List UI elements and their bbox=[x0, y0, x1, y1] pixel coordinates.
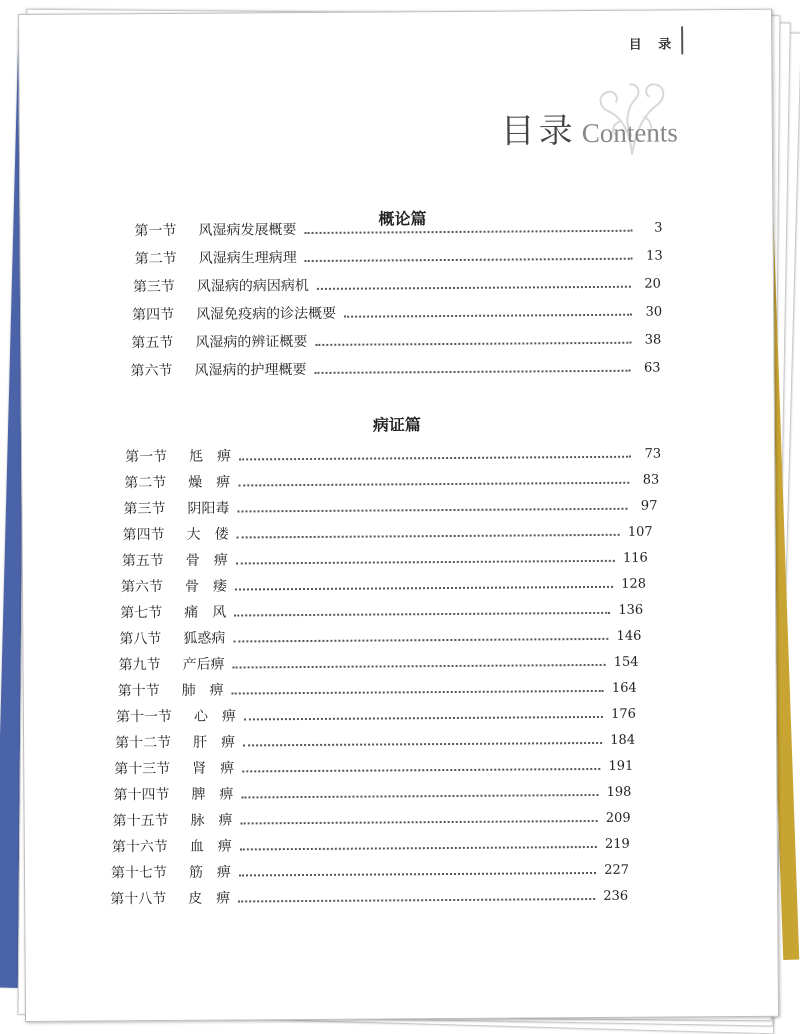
dot-leader bbox=[317, 285, 631, 290]
entry-number: 第十三节 bbox=[114, 760, 171, 778]
entry-number: 第十节 bbox=[117, 683, 160, 700]
dot-leader bbox=[240, 845, 597, 850]
entry-page: 13 bbox=[646, 248, 663, 264]
entry-page: 38 bbox=[644, 332, 662, 348]
entry-title: 阴阳毒 bbox=[187, 500, 230, 517]
entry-page: 136 bbox=[618, 602, 644, 618]
toc-entry[interactable] bbox=[113, 807, 631, 831]
dot-leader bbox=[239, 871, 596, 876]
entry-title: 风湿免疫病的诊法概要 bbox=[196, 305, 337, 323]
entry-title: 风湿病发展概要 bbox=[198, 222, 297, 239]
toc-entry[interactable] bbox=[133, 273, 661, 297]
dot-leader bbox=[237, 507, 627, 513]
entry-page: 63 bbox=[643, 360, 661, 376]
entry-title: 狐惑病 bbox=[183, 630, 226, 647]
page-title bbox=[501, 102, 678, 152]
entry-page: 128 bbox=[621, 576, 647, 592]
dot-leader bbox=[236, 559, 615, 565]
entry-title: 风湿病生理病理 bbox=[198, 250, 297, 267]
entry-number: 第五节 bbox=[121, 552, 164, 570]
entry-title: 燥 痹 bbox=[188, 474, 231, 491]
toc-entry[interactable] bbox=[124, 469, 659, 493]
entry-number: 第十一节 bbox=[115, 708, 172, 726]
entry-number: 第七节 bbox=[120, 605, 163, 622]
entry-title: 心 痹 bbox=[193, 708, 236, 725]
entry-page: 227 bbox=[604, 862, 630, 878]
entry-page: 219 bbox=[604, 836, 630, 852]
entry-number: 第一节 bbox=[134, 222, 177, 240]
toc-entry[interactable] bbox=[119, 625, 641, 649]
entry-page: 83 bbox=[642, 472, 660, 488]
entry-number: 第三节 bbox=[123, 500, 166, 518]
entry-number: 第十二节 bbox=[115, 734, 172, 752]
entry-page: 146 bbox=[616, 628, 642, 644]
title-english: Contents bbox=[581, 117, 678, 149]
entry-page: 3 bbox=[654, 220, 663, 236]
toc-entry[interactable] bbox=[116, 703, 636, 727]
entry-number: 第十七节 bbox=[110, 864, 168, 882]
dot-leader bbox=[233, 637, 608, 643]
entry-page: 198 bbox=[606, 784, 632, 800]
entry-page: 236 bbox=[603, 888, 629, 904]
toc-entry[interactable] bbox=[110, 885, 628, 909]
entry-page: 164 bbox=[611, 680, 637, 696]
entry-number: 第五节 bbox=[131, 334, 174, 352]
toc-entry[interactable] bbox=[131, 329, 661, 353]
entry-number: 第十六节 bbox=[111, 838, 168, 856]
dot-leader bbox=[241, 819, 598, 824]
toc-entry[interactable] bbox=[122, 547, 648, 571]
toc-entry[interactable] bbox=[115, 729, 635, 753]
entry-number: 第十四节 bbox=[113, 786, 170, 804]
dot-leader bbox=[315, 341, 631, 346]
dot-leader bbox=[305, 257, 633, 262]
toc-entry[interactable] bbox=[111, 859, 629, 883]
entry-page: 176 bbox=[611, 706, 636, 722]
toc-entry[interactable] bbox=[132, 301, 662, 325]
entry-title: 骨 痿 bbox=[184, 578, 228, 595]
entry-title: 风湿病的护理概要 bbox=[194, 361, 307, 379]
toc-entry[interactable] bbox=[114, 755, 633, 779]
dot-leader bbox=[314, 369, 630, 374]
entry-number: 第三节 bbox=[132, 278, 175, 296]
entry-title: 产后痹 bbox=[182, 656, 225, 673]
dot-leader bbox=[244, 715, 603, 721]
entry-page: 107 bbox=[627, 524, 653, 540]
dot-leader bbox=[233, 663, 606, 669]
entry-page: 154 bbox=[613, 654, 639, 670]
entry-page: 116 bbox=[622, 550, 648, 566]
entry-page: 209 bbox=[605, 810, 631, 826]
toc-entry[interactable] bbox=[123, 495, 657, 519]
entry-number: 第六节 bbox=[130, 362, 173, 380]
entry-page: 30 bbox=[645, 304, 663, 320]
entry-number: 第十八节 bbox=[110, 890, 167, 908]
entry-number: 第八节 bbox=[119, 631, 162, 648]
entry-title: 肝 痹 bbox=[193, 734, 236, 751]
entry-title: 肾 痹 bbox=[192, 760, 235, 777]
running-header: 目 录 bbox=[628, 37, 678, 53]
entry-number: 第九节 bbox=[118, 657, 161, 674]
entry-number: 第四节 bbox=[122, 526, 165, 544]
title-chinese: 目录 bbox=[500, 111, 577, 152]
toc-entry[interactable] bbox=[125, 443, 661, 467]
entry-page: 20 bbox=[644, 276, 661, 292]
entry-title: 筋 痹 bbox=[188, 864, 232, 881]
dot-leader bbox=[243, 741, 602, 747]
section-heading: 病证篇 bbox=[372, 415, 421, 435]
entry-number: 第一节 bbox=[125, 448, 168, 466]
header-rule bbox=[681, 26, 683, 54]
entry-number: 第六节 bbox=[120, 579, 164, 596]
dot-leader bbox=[305, 229, 633, 234]
dot-leader bbox=[234, 611, 610, 617]
toc-page bbox=[18, 9, 779, 1022]
entry-title: 脾 痹 bbox=[191, 786, 234, 803]
entry-title: 痛 风 bbox=[184, 604, 227, 621]
dot-leader bbox=[235, 585, 613, 591]
entry-number: 第四节 bbox=[132, 306, 175, 324]
toc-entry[interactable] bbox=[123, 521, 653, 545]
entry-title: 皮 痹 bbox=[188, 890, 231, 907]
dot-leader bbox=[239, 455, 631, 461]
dot-leader bbox=[238, 481, 629, 487]
entry-title: 尪 痹 bbox=[189, 448, 232, 465]
toc-entry[interactable] bbox=[120, 599, 643, 623]
entry-title: 脉 痹 bbox=[190, 812, 233, 829]
entry-page: 184 bbox=[610, 732, 636, 748]
toc-entry[interactable] bbox=[121, 573, 646, 597]
dot-leader bbox=[238, 897, 595, 902]
entry-title: 血 痹 bbox=[189, 838, 232, 855]
entry-page: 73 bbox=[644, 446, 662, 462]
dot-leader bbox=[241, 793, 598, 798]
entry-title: 大 偻 bbox=[186, 526, 229, 543]
toc-entry[interactable] bbox=[134, 217, 662, 241]
section-heading: 概论篇 bbox=[378, 209, 427, 229]
entry-title: 肺 痹 bbox=[181, 682, 224, 699]
toc-entry[interactable] bbox=[113, 781, 631, 805]
entry-number: 第二节 bbox=[134, 250, 177, 268]
toc-entry[interactable] bbox=[112, 833, 630, 857]
dot-leader bbox=[237, 533, 620, 539]
dot-leader bbox=[242, 767, 600, 773]
entry-title: 骨 痹 bbox=[185, 552, 228, 569]
entry-title: 风湿病的辨证概要 bbox=[195, 333, 308, 351]
dot-leader bbox=[232, 689, 604, 695]
entry-number: 第二节 bbox=[124, 474, 167, 492]
toc-entry[interactable] bbox=[118, 677, 637, 701]
entry-title: 风湿病的病因病机 bbox=[196, 277, 309, 295]
entry-number: 第十五节 bbox=[112, 812, 169, 830]
dot-leader bbox=[344, 313, 632, 318]
entry-page: 191 bbox=[608, 758, 634, 774]
toc-entry[interactable] bbox=[130, 357, 660, 381]
toc-entry[interactable] bbox=[118, 651, 638, 675]
toc-entry[interactable] bbox=[135, 245, 663, 269]
entry-page: 97 bbox=[640, 498, 658, 514]
